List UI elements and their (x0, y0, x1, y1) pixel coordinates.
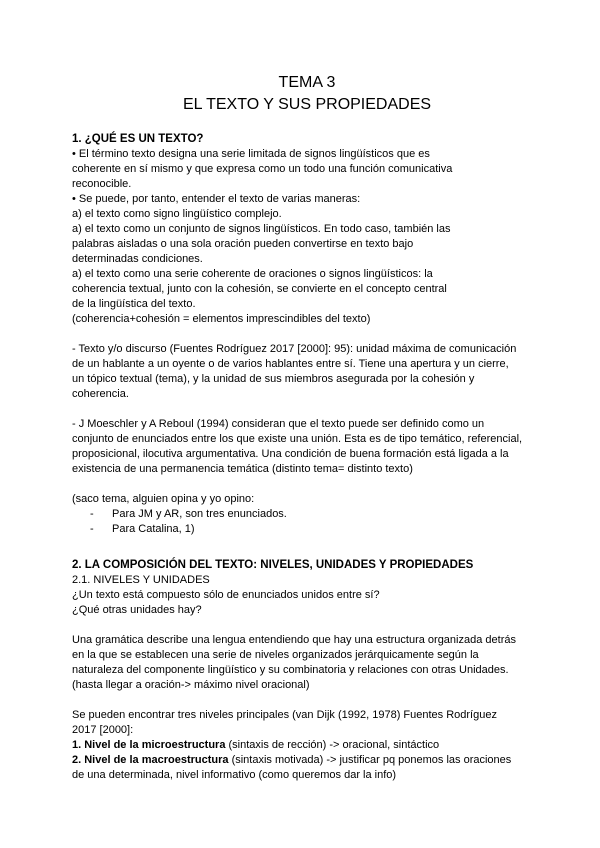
text-line: palabras aisladas o una sola oración pueden convertirse en texto bajo (72, 238, 414, 250)
title-line-2: EL TEXTO Y SUS PROPIEDADES (182, 96, 432, 113)
text-line: a) el texto como un conjunto de signos lingüísticos. En todo caso, también las (72, 223, 451, 235)
section-1-intro (72, 147, 542, 327)
text-line: (saco tema, alguien opina y yo opino: (72, 493, 255, 505)
text-line: a) el texto como signo lingüístico complejo. (72, 208, 282, 220)
text-line: • El término texto designa una serie limitada de signos lingüísticos que es (72, 148, 430, 160)
text-line: en la que se establecen una serie de niveles organizados jerárquicamente según la (72, 649, 479, 661)
text-line: de un hablante a un oyente o de varios hablantes entre sí. Tiene una apertura y un cierre, (72, 358, 509, 370)
text-line: a) el texto como una serie coherente de oraciones o signos lingüísticos: la (72, 268, 433, 280)
text-line: existencia de una permanencia temática (distinto tema= distinto texto) (72, 463, 413, 475)
text-line: proposicional, ilocutiva argumentativa. Una condición de buena formación está ligada a la (72, 448, 509, 460)
text-line: - J Moeschler y A Reboul (1994) consideran que el texto puede ser definido como un (72, 418, 485, 430)
text-line: coherencia textual, junto con la cohesión, se convierte en el concepto central (72, 283, 447, 295)
text-line: Se pueden encontrar tres niveles principales (van Dijk (1992, 1978) Fuentes Rodríguez (72, 709, 497, 721)
text-line: de una determinada, nivel informativo (como queremos dar la info) (72, 769, 397, 781)
text-line: ¿Qué otras unidades hay? (72, 604, 202, 616)
paragraph-moeschler (72, 417, 542, 477)
text-line: 2017 [2000]: (72, 724, 134, 736)
list-item: - Para Catalina, 1) (90, 522, 542, 537)
text-line: Una gramática describe una lengua entendiendo que hay una estructura organizada detrás (72, 634, 516, 646)
list-item: - Para JM y AR, son tres enunciados. (90, 507, 542, 522)
paragraph-texto-discurso (72, 342, 542, 402)
text-line: ¿Un texto está compuesto sólo de enunciados unidos entre sí? (72, 589, 380, 601)
text-line: coherente en sí mismo y que expresa como un todo una función comunicativa (72, 163, 453, 175)
level-1-desc: (sintaxis de rección) -> oracional, sintáctico (225, 739, 440, 751)
level-2 (72, 753, 542, 768)
text-line: determinadas condiciones. (72, 253, 203, 265)
level-1 (72, 738, 542, 753)
text-line: naturaleza del componente lingüístico y su combinatoria y relaciones con otras Unidades. (72, 664, 509, 676)
text-line: conjunto de enunciados entre los que existe una unión. Esta es de tipo temático, referencial, (72, 433, 523, 445)
section-2-heading: 2. LA COMPOSICIÓN DEL TEXTO: NIVELES, UNIDADES Y PROPIEDADES (72, 559, 474, 571)
title-line-1: TEMA 3 (278, 74, 336, 91)
text-line: de la lingüística del texto. (72, 298, 196, 310)
section-1-heading: 1. ¿QUÉ ES UN TEXTO? (72, 133, 204, 145)
text-line: reconocible. (72, 178, 132, 190)
level-2-label: 2. Nivel de la macroestructura (72, 754, 229, 766)
level-1-label: 1. Nivel de la microestructura (72, 739, 226, 751)
level-2-desc: (sintaxis motivada) -> justificar pq ponemos las oraciones (228, 754, 512, 766)
dash-list (90, 507, 542, 537)
text-line: coherencia. (72, 388, 129, 400)
text-line: (hasta llegar a oración-> máximo nivel oracional) (72, 679, 310, 691)
text-line: • Se puede, por tanto, entender el texto de varias maneras: (72, 193, 361, 205)
document-page (72, 72, 542, 783)
paragraph-gramatica (72, 633, 542, 693)
text-line: un tópico textual (tema), y la unidad de sus miembros asegurada por la cohesión y (72, 373, 475, 385)
text-line: - Texto y/o discurso (Fuentes Rodríguez 2017 [2000]: 95): unidad máxima de comunicación (72, 343, 517, 355)
text-line: (coherencia+cohesión = elementos imprescindibles del texto) (72, 313, 371, 325)
subsection-heading: 2.1. NIVELES Y UNIDADES (72, 574, 210, 586)
